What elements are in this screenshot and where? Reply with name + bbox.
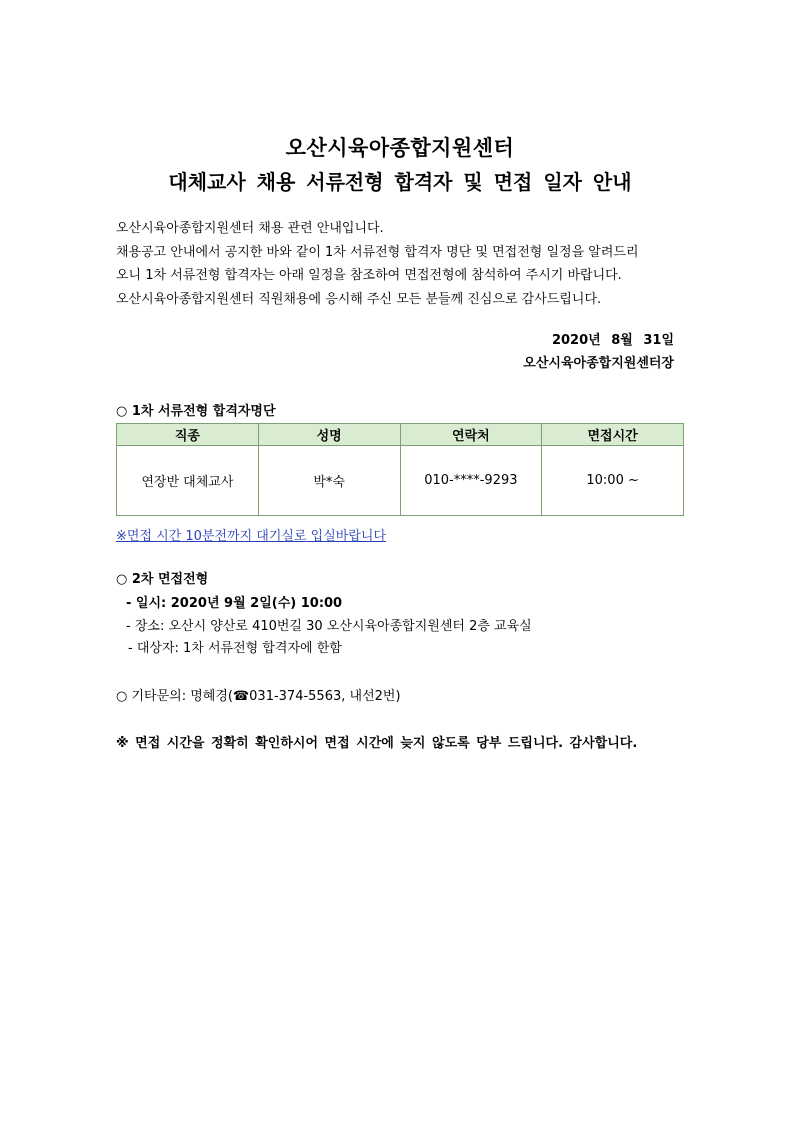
intro-paragraph — [116, 217, 691, 311]
document-subtitle: 대체교사 채용 서류전형 합격자 및 면접 일자 안내 — [168, 170, 632, 194]
intro-line: 채용공고 안내에서 공지한 바와 같이 1차 서류전형 합격자 명단 및 면접전형 일정을 알려드리 — [116, 244, 639, 260]
cell-job: 연장반 대체교사 — [117, 446, 259, 516]
column-header-interview-time: 면접시간 — [542, 424, 684, 446]
column-header-job: 직종 — [117, 424, 259, 446]
intro-line: 오니 1차 서류전형 합격자는 아래 일정을 참조하여 면접전형에 참석하여 주시기 바랍니다. — [116, 268, 622, 283]
section-heading-first-round: ○ 1차 서류전형 합격자명단 — [116, 404, 276, 419]
intro-line: 오산시육아종합지원센터 채용 관련 안내입니다. — [116, 221, 384, 236]
section-heading-interview: ○ 2차 면접전형 — [116, 572, 209, 587]
table-header-row — [117, 424, 684, 446]
waiting-room-note: ※면접 시간 10분전까지 대기실로 입실바랍니다 — [116, 529, 387, 544]
intro-line: 오산시육아종합지원센터 직원채용에 응시해 주신 모든 분들께 진심으로 감사드립니다. — [116, 291, 602, 307]
interview-target: - 대상자: 1차 서류전형 합격자에 한함 — [128, 641, 342, 656]
issuer-name: 오산시육아종합지원센터장 — [523, 356, 674, 371]
contact-info: ○ 기타문의: 명혜경(☎031-374-5563, 내선2번) — [116, 689, 401, 704]
table-row — [117, 446, 684, 516]
cell-interview-time: 10:00 ~ — [542, 446, 684, 516]
interview-datetime: - 일시: 2020년 9월 2일(수) 10:00 — [126, 596, 343, 611]
passed-candidates-table — [116, 423, 684, 516]
document-title: 오산시육아종합지원센터 — [285, 136, 515, 160]
interview-place: - 장소: 오산시 양산로 410번길 30 오산시육아종합지원센터 2층 교육실 — [126, 619, 532, 634]
cell-contact: 010-****-9293 — [400, 446, 542, 516]
column-header-name: 성명 — [258, 424, 400, 446]
closing-note: ※ 면접 시간을 정확히 확인하시어 면접 시간에 늦지 않도록 당부 드립니다. 감사합니다. — [116, 736, 638, 751]
cell-name: 박*숙 — [258, 446, 400, 516]
column-header-contact: 연락처 — [400, 424, 542, 446]
notice-date: 2020년 8월 31일 — [551, 333, 674, 348]
